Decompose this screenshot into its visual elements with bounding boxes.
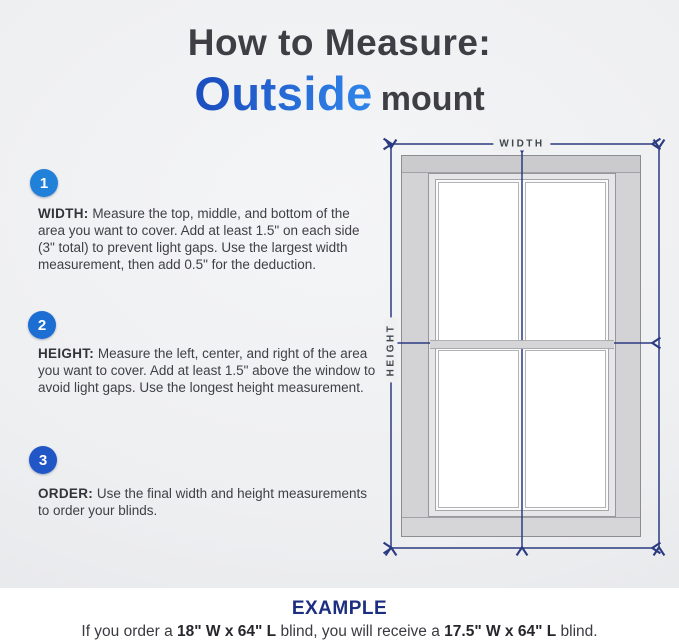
example-text: If you order a 18" W x 64" L blind, you will receive a 17.5" W x 64" L blind.	[81, 623, 598, 640]
example-section	[0, 588, 679, 644]
step-2-label: HEIGHT:	[38, 346, 95, 361]
window-diagram	[375, 125, 675, 565]
window-pane-top-left	[438, 182, 519, 341]
example-heading: EXAMPLE	[291, 598, 388, 619]
step-1-badge	[30, 169, 58, 197]
window-pane-bottom-left	[438, 350, 519, 509]
step-3-label: ORDER:	[38, 486, 94, 501]
step-1-text: WIDTH: Measure the top, middle, and bottom of the area you want to cover. Add at least 1.5" on each side (3" total) to prevent light gaps. Use the largest width measurement, then add 0.5" for the deduction.	[38, 206, 360, 272]
step-2-badge	[28, 311, 56, 339]
step-1-number: 1	[39, 174, 49, 192]
example-order-size: 18" W x 64" L	[177, 623, 277, 640]
step-3-number: 3	[38, 451, 48, 469]
step-2-text: HEIGHT: Measure the left, center, and right of the area you want to cover. Add at least 1.5" above the window to avoid light gaps. Use the longest height measurement.	[38, 346, 376, 395]
page-subtitle	[0, 66, 679, 121]
title-suffix: mount	[380, 80, 485, 118]
title-highlight: Outside	[194, 67, 373, 120]
step-1-label: WIDTH:	[38, 206, 89, 221]
window-pane-bottom-right	[525, 350, 606, 509]
step-3-text: ORDER: Use the final width and height measurements to order your blinds.	[38, 486, 367, 518]
title-block	[0, 22, 679, 121]
height-label: HEIGHT	[385, 318, 398, 383]
step-3-badge	[29, 446, 57, 474]
step-2-number: 2	[37, 316, 47, 334]
window-pane-top-right	[525, 182, 606, 341]
window-meeting-rail	[430, 340, 614, 349]
width-label: WIDTH	[493, 138, 550, 151]
example-receive-size: 17.5" W x 64" L	[444, 623, 557, 640]
page-title: How to Measure:	[187, 22, 492, 63]
